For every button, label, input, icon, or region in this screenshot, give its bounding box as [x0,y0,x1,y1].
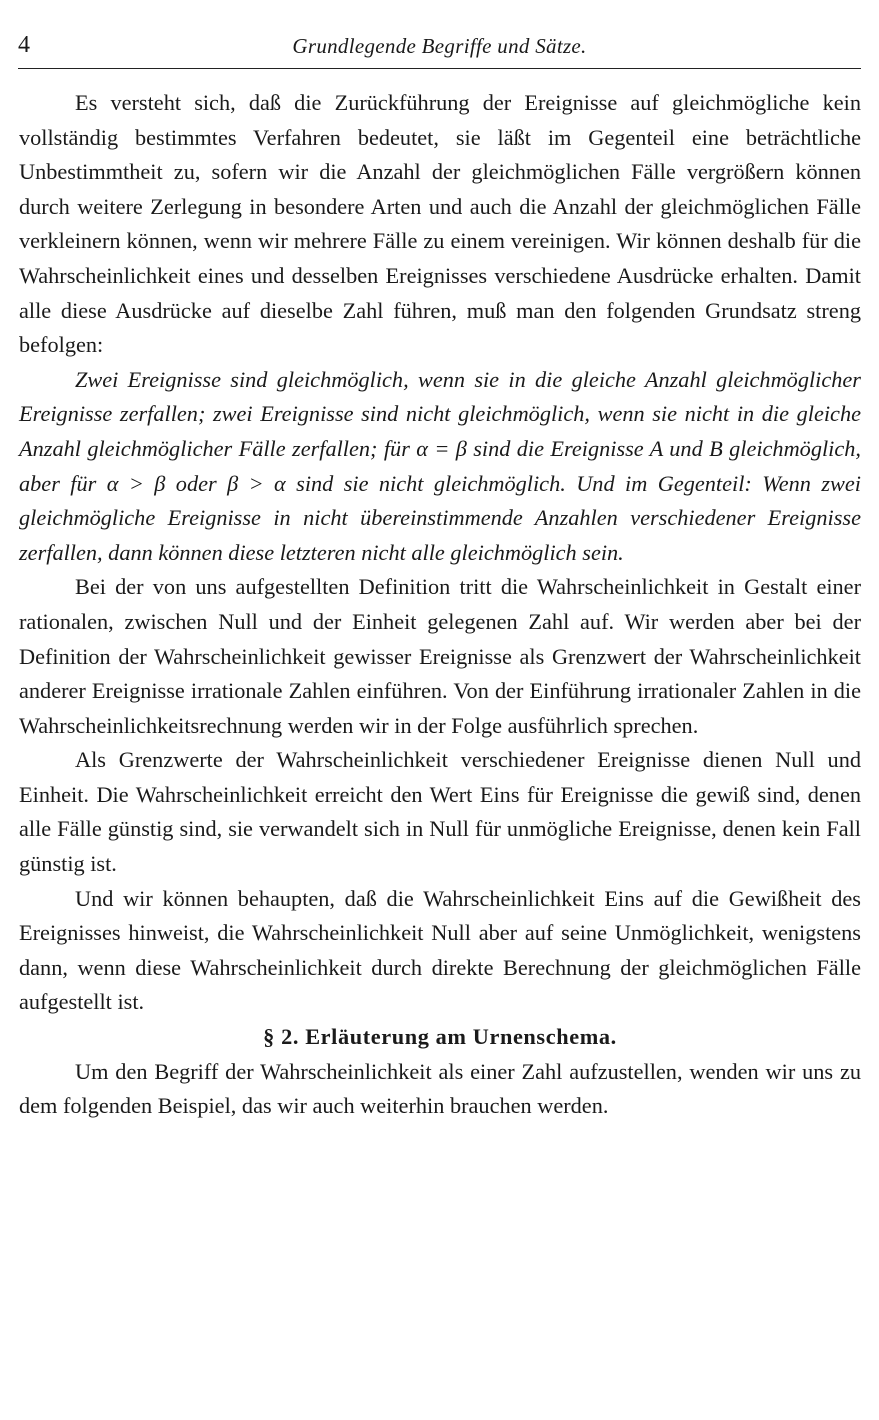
running-title: Grundlegende Begriffe und Sätze. [292,34,587,58]
body-text [19,86,861,1124]
page-header [18,30,861,64]
page-number: 4 [18,32,30,58]
paragraph-5: Um den Begriff der Wahrscheinlichkeit als einer Zahl aufzustellen, wenden wir uns zu dem folgenden Beispiel, das wir auch weiterhin brauchen werden. [19,1058,861,1119]
section-heading: § 2. Erläuterung am Urnenschema. [263,1024,617,1050]
paragraph-2: Bei der von uns aufgestellten Definition tritt die Wahrscheinlichkeit in Gestalt einer rationalen, zwischen Null und der Einheit gelegenen Zahl auf. Wir werden aber bei der Definition der Wahrscheinlichkeit gewisser Ereignisse als Grenzwert der Wahrscheinlichkeit anderer Ereignisse irrationale Zahlen einführen. Von der Einführung irrationaler Zahlen in die Wahrscheinlichkeitsrechnung werden wir in der Folge ausführlich sprechen. [19,574,861,738]
theorem-paragraph: Zwei Ereignisse sind gleichmöglich, wenn sie in die gleiche Anzahl gleichmöglicher Ereignisse zerfallen; zwei Ereignisse sind nicht gleichmöglich, wenn sie nicht in die gleiche Anzahl gleichmöglicher Fälle zerfallen; für α = β sind die Ereignisse A und B gleichmöglich, aber für α > β oder β > α sind sie nicht gleichmöglich. Und im Gegenteil: Wenn zwei gleichmögliche Ereignisse in nicht übereinstimmende Anzahlen verschiedener Ereignisse zerfallen, dann können diese letzteren nicht alle gleichmöglich sein. [19,366,861,565]
paragraph-4: Und wir können behaupten, daß die Wahrscheinlichkeit Eins auf die Gewißheit des Ereignisses hinweist, die Wahrscheinlichkeit Null aber auf seine Unmöglichkeit, wenigstens dann, wenn diese Wahrscheinlichkeit durch direkte Berechnung der gleichmöglichen Fälle aufgestellt ist. [19,885,861,1015]
paragraph-1: Es versteht sich, daß die Zurückführung der Ereignisse auf gleichmögliche kein vollständig bestimmtes Verfahren bedeutet, sie läßt im Gegenteil eine beträchtliche Unbestimmtheit zu, sofern wir die Anzahl der gleichmöglichen Fälle vergrößern können durch weitere Zerlegung in besondere Arten und auch die Anzahl der gleichmöglichen Fälle verkleinern können, wenn wir mehrere Fälle zu einem vereinigen. Wir können deshalb für die Wahrscheinlichkeit eines und desselben Ereignisses verschiedene Ausdrücke erhalten. Damit alle diese Ausdrücke auf dieselbe Zahl führen, muß man den folgenden Grundsatz streng befolgen: [19,90,861,358]
paragraph-3: Als Grenzwerte der Wahrscheinlichkeit verschiedener Ereignisse dienen Null und Einheit. Die Wahrscheinlichkeit erreicht den Wert Eins für Ereignisse die gewiß sind, denen alle Fälle günstig sind, sie verwandelt sich in Null für unmögliche Ereignisse, denen kein Fall günstig ist. [19,747,861,877]
header-rule [18,68,861,69]
